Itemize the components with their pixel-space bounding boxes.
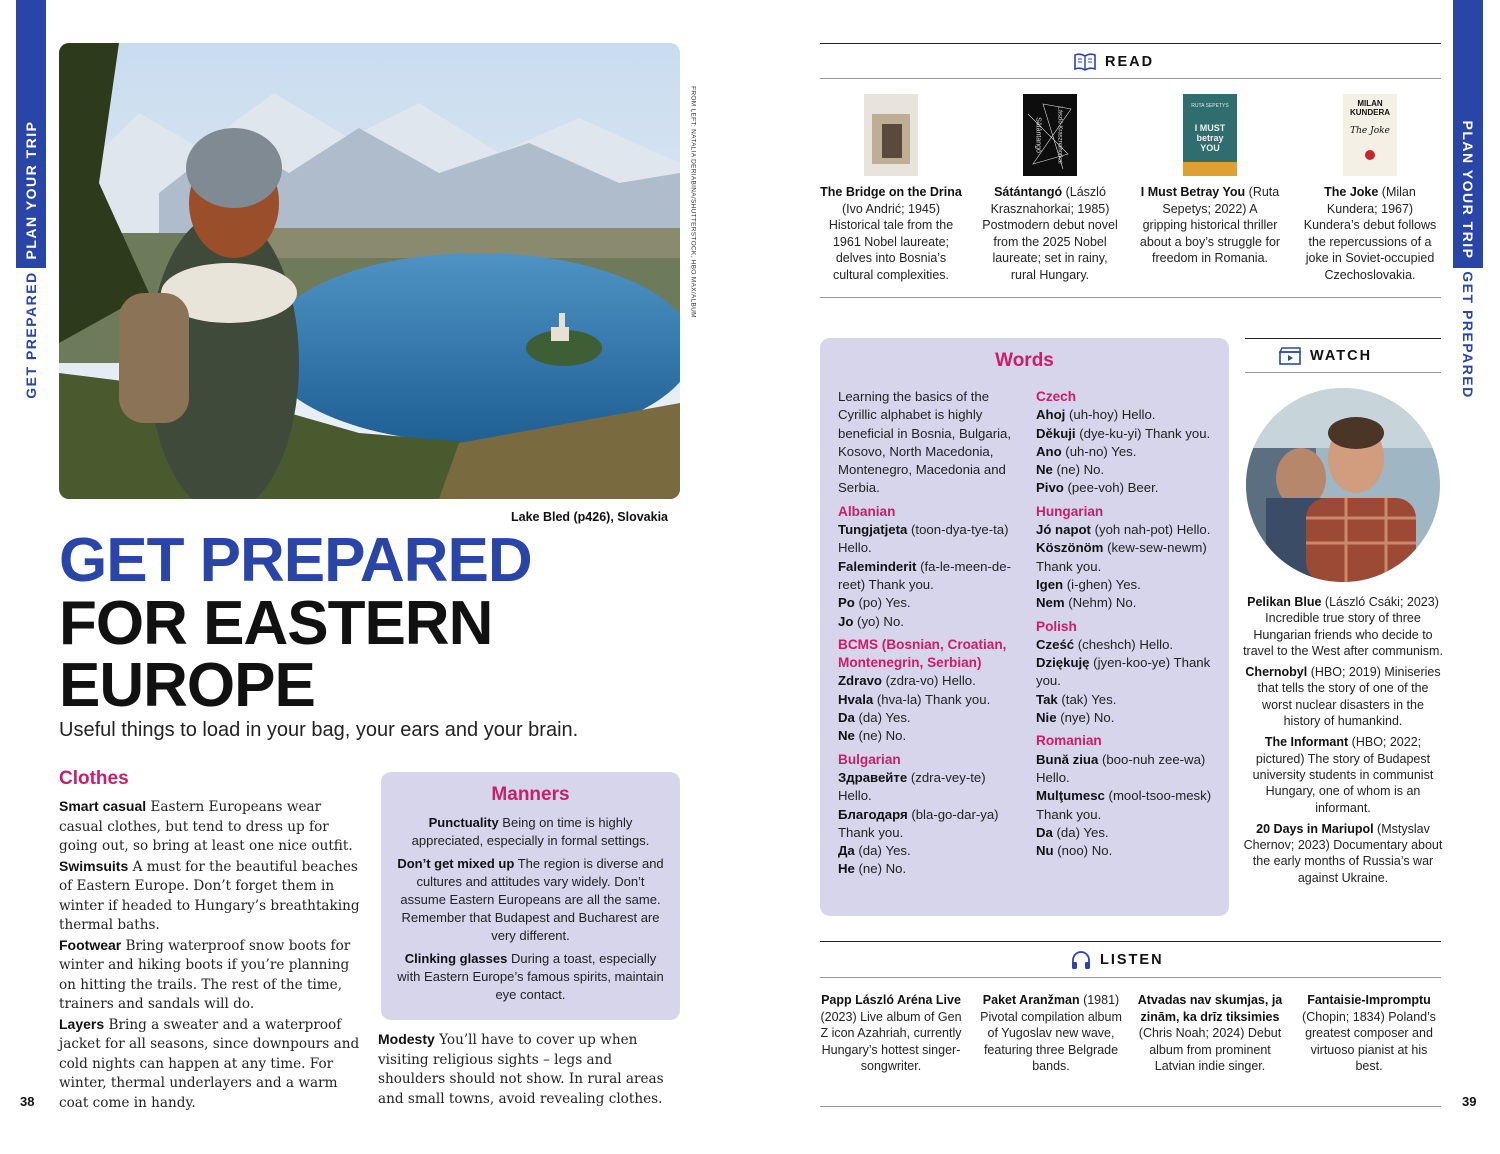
phrase-term: Mulţumesc <box>1036 788 1105 804</box>
watch-title: Pelikan Blue <box>1247 595 1322 609</box>
watch-info: (HBO; 2022; pictured) The story of Budapest university students in communist Hungary, one of whom is an informant. <box>1252 735 1434 815</box>
book-title: The Joke <box>1324 185 1379 199</box>
clothes-text: Eastern Europeans wear casual clothes, but tend to dress up for going out, so bring at least one nice outfit. <box>59 799 353 854</box>
album-item <box>978 992 1124 1075</box>
left-side-tab <box>16 0 46 400</box>
manners-box <box>381 772 680 1020</box>
phrase-pron: (ne) No. <box>854 861 907 877</box>
phrase-term: Ne <box>838 728 855 744</box>
phrase-line <box>1036 539 1218 576</box>
book-cover-bridge <box>864 94 918 176</box>
book-info: (László Krasznahorkai; 1985) Postmodern debut novel from the 2025 Nobel laureate; set in rainy, rural Hungary. <box>982 185 1118 282</box>
book-info: (Ruta Sepetys; 2022) A gripping historical thriller about a boy’s struggle for freedom in Romania. <box>1139 185 1281 265</box>
phrase-line <box>1036 576 1218 594</box>
phrase-term: Bună ziua <box>1036 751 1099 767</box>
clothes-heading: Clothes <box>59 768 129 789</box>
book-title: The Bridge on the Drina <box>820 185 962 199</box>
clothes-term: Footwear <box>59 936 122 953</box>
phrase-pron: (kew-sew-newm) Thank you. <box>1036 540 1207 574</box>
language-heading: BCMS (Bosnian, Croatian, Montenegrin, Serbian) <box>838 636 1007 671</box>
watch-info: (Mstyslav Chernov; 2023) Documentary about the early months of Russia’s war against Ukraine. <box>1243 821 1443 885</box>
language-heading: Polish <box>1036 618 1077 634</box>
phrase-pron: (da) Yes. <box>854 843 911 859</box>
photo-credit-text: FROM LEFT: NATALIA DERIABINA/SHUTTERSTOCK, HBO MAX/ALBUM <box>689 86 697 318</box>
phrase-line <box>838 842 1018 860</box>
phrase-line <box>1036 691 1218 709</box>
cover-author-text: MILAN KUNDERA <box>1350 99 1390 117</box>
phrase-pron: (ne) No. <box>854 728 907 744</box>
manners-term: Punctuality <box>428 815 499 830</box>
phrase-term: Здравейте <box>838 769 908 785</box>
phrase-term: Tungjatjeta <box>838 522 908 538</box>
clothes-section <box>59 797 365 1113</box>
album-item <box>1296 992 1442 1075</box>
cover-title-text: Sátántangó <box>1034 117 1042 153</box>
phrase-line <box>1036 461 1218 479</box>
book-cover-betray <box>1183 94 1237 176</box>
words-column-right <box>1036 388 1218 860</box>
phrase-term: Nu <box>1036 843 1054 859</box>
album-title: Papp László Aréna Live <box>821 993 961 1007</box>
language-heading: Czech <box>1036 389 1077 404</box>
phrase-term: Cześć <box>1036 636 1075 652</box>
phrase-pron: (noo) No. <box>1053 843 1113 859</box>
watch-info: (László Csáki; 2023) Incredible true story of three Hungarian friends who decide to travel to the West after communism. <box>1243 595 1443 658</box>
clothes-text: A must for the beautiful beaches of Eastern Europe. Don’t forget them in winter if headed to Hungary’s breathtaking thermal baths. <box>59 858 360 933</box>
clothes-item <box>59 857 365 936</box>
side-tab-get-label: GET PREPARED <box>1460 271 1476 399</box>
manners-text: Being on time is highly appreciated, especially in formal settings. <box>411 815 650 848</box>
phrase-pron: (Nehm) No. <box>1064 595 1137 611</box>
watch-item <box>1243 734 1443 815</box>
page-number-right: 39 <box>1462 1094 1477 1109</box>
page-subtitle: Useful things to load in your bag, your ears and your brain. <box>59 719 579 741</box>
clothes-item <box>59 936 365 1015</box>
phrase-term: Zdravo <box>838 673 882 689</box>
album-info: (Chris Noah; 2024) Debut album from prominent Latvian indie singer. <box>1138 1026 1282 1073</box>
divider <box>1245 338 1441 339</box>
phrase-pron: (yoh nah-pot) Hello. <box>1090 522 1211 538</box>
clothes-text: Bring waterproof snow boots for winter and hiking boots if you’re planning on hitting the trails. The rest of the time, trainers and sandals will do. <box>59 937 351 1012</box>
phrase-pron: (yo) No. <box>853 613 904 629</box>
phrase-term: Pivo <box>1036 480 1064 496</box>
book-info: (Milan Kundera; 1967) Kundera’s debut follows the repercussions of a joke in Soviet-occupied Czechoslovakia. <box>1303 185 1437 282</box>
phrase-pron: (i-ghen) Yes. <box>1063 576 1141 592</box>
phrase-pron: (zdra-vey-te) Hello. <box>838 769 986 804</box>
words-column-left <box>838 388 1018 879</box>
clothes-term: Swimsuits <box>59 857 129 874</box>
cover-author-text: RUTA SEPETYS <box>1191 103 1229 109</box>
phrase-pron: (boo-nuh zee-wa) Hello. <box>1036 751 1206 785</box>
clothes-text: Bring a sweater and a waterproof jacket for all seasons, since downpours and cold nights can happen at any time. For winter, thermal underlayers and a warm coat come in handy. <box>59 1016 360 1111</box>
phrase-term: Da <box>838 710 855 726</box>
phrase-term: Nie <box>1036 710 1057 726</box>
manners-item <box>395 855 666 945</box>
divider <box>820 78 1441 79</box>
phrase-pron: (po) Yes. <box>854 595 911 611</box>
phrase-line <box>838 613 1018 631</box>
phrase-line <box>838 727 1018 745</box>
phrase-line <box>838 594 1018 612</box>
phrase-pron: (cheshch) Hello. <box>1074 636 1174 652</box>
phrase-line <box>1036 594 1218 612</box>
language-heading: Albanian <box>838 503 896 519</box>
phrase-line <box>838 860 1018 878</box>
phrase-line <box>1036 479 1218 497</box>
language-heading: Romanian <box>1036 733 1102 749</box>
phrase-pron: (pee-voh) Beer. <box>1063 480 1159 496</box>
phrase-term: Köszönöm <box>1036 540 1104 556</box>
words-intro: Learning the basics of the Cyrillic alphabet is highly beneficial in Bosnia, Bulgaria, Kosovo, North Macedonia, Montenegro, Macedonia and Serbia. <box>838 389 1012 496</box>
book-title: I Must Betray You <box>1140 185 1246 199</box>
album-title: Fantaisie-Impromptu <box>1307 993 1431 1007</box>
watch-item <box>1243 664 1443 729</box>
divider <box>820 297 1441 298</box>
read-heading: READ <box>1105 54 1155 70</box>
phrase-term: Da <box>1036 824 1053 840</box>
phrase-pron: (fa-le-meen-de-reet) Thank you. <box>838 558 1011 592</box>
phrase-pron: (da) Yes. <box>1052 824 1109 840</box>
phrase-pron: (uh-no) Yes. <box>1061 443 1137 459</box>
words-box <box>820 338 1229 916</box>
phrase-pron: (zdra-vo) Hello. <box>881 673 976 689</box>
photo-caption: Lake Bled (p426), Slovakia <box>510 510 668 524</box>
book-item <box>1139 94 1281 267</box>
phrase-line <box>838 691 1018 709</box>
manners-heading: Manners <box>491 784 570 805</box>
phrase-term: Po <box>838 595 855 611</box>
divider <box>820 977 1441 978</box>
modesty-paragraph <box>378 1030 680 1109</box>
manners-term: Don’t get mixed up <box>397 856 515 871</box>
phrase-line <box>838 806 1018 843</box>
right-side-tab <box>1453 0 1483 400</box>
phrase-term: Dziękuję <box>1036 655 1090 671</box>
phrase-term: Ne <box>1036 462 1053 478</box>
album-title: Atvadas nav skumjas, ja zinām, ka drīz tiksimies <box>1137 993 1283 1024</box>
phrase-pron: (toon-dya-tye-ta) Hello. <box>838 522 1009 556</box>
watch-title: Chernobyl <box>1245 665 1308 680</box>
book-item <box>820 94 962 283</box>
page-title-line2: FOR EASTERN <box>59 589 493 658</box>
book-item <box>979 94 1121 283</box>
phrase-term: Ahoj <box>1036 407 1066 423</box>
book-cover-satantango <box>1023 94 1077 176</box>
watch-title: 20 Days in Mariupol <box>1256 821 1374 836</box>
modesty-text: You’ll have to cover up when visiting religious sights – legs and shoulders should not show. In rural areas and small towns, avoid revealing clothes. <box>378 1032 664 1107</box>
phrase-line <box>1036 824 1218 842</box>
phrase-line <box>1036 751 1218 788</box>
phrase-term: Hvala <box>838 691 874 707</box>
book-cover-joke <box>1343 94 1397 176</box>
photo-credit <box>688 72 698 342</box>
listen-header <box>1070 950 1164 970</box>
divider <box>820 1106 1441 1107</box>
phrase-term: Děkuji <box>1036 425 1076 441</box>
phrase-line <box>1036 654 1218 691</box>
phrase-term: Ano <box>1036 443 1062 459</box>
phrase-pron: (uh-hoy) Hello. <box>1065 407 1156 423</box>
side-tab-plan-label: PLAN YOUR TRIP <box>23 120 39 260</box>
watch-item <box>1243 821 1443 886</box>
phrase-line <box>838 521 1018 558</box>
page-number-left: 38 <box>20 1094 35 1109</box>
watch-item <box>1243 594 1443 659</box>
manners-text: The region is diverse and cultures and attitudes vary widely. Don’t assume Eastern Europeans are all the same. Remember that Budapest and Bucharest are very different. <box>400 856 664 943</box>
film-icon <box>1278 346 1302 366</box>
listen-heading: LISTEN <box>1100 952 1164 968</box>
phrase-pron: (dye-ku-yi) Thank you. <box>1075 425 1211 441</box>
clothes-item <box>59 797 365 857</box>
phrase-line <box>838 672 1018 690</box>
side-tab-plan-label: PLAN YOUR TRIP <box>1460 120 1476 260</box>
phrase-line <box>1036 709 1218 727</box>
cover-title-text: The Joke <box>1350 126 1390 136</box>
phrase-term: Не <box>838 861 855 877</box>
album-info: (1981) Pivotal compilation album of Yugoslav new wave, featuring three Belgrade bands. <box>980 993 1122 1073</box>
clothes-term: Smart casual <box>59 798 147 814</box>
phrase-line <box>1036 406 1218 424</box>
phrase-pron: (bla-go-dar-ya) Thank you. <box>838 806 999 840</box>
cover-title-text: I MUST betray YOU <box>1194 122 1226 153</box>
book-icon <box>1073 52 1097 72</box>
divider <box>820 43 1441 44</box>
clothes-term: Layers <box>59 1015 105 1032</box>
album-item <box>1137 992 1283 1075</box>
phrase-term: Да <box>838 843 855 859</box>
manners-text: During a toast, especially with Eastern Europe’s famous spirits, maintain eye contact. <box>397 951 664 1002</box>
divider <box>1245 372 1441 373</box>
phrase-pron: (hva-la) Thank you. <box>873 691 991 707</box>
phrase-pron: (ne) No. <box>1052 462 1105 478</box>
phrase-line <box>1036 443 1218 461</box>
book-info: (Ivo Andrić; 1945) Historical tale from the 1961 Nobel laureate; delves into Bosnia’s cultural complexities. <box>828 201 954 282</box>
watch-header <box>1278 346 1372 366</box>
phrase-term: Tak <box>1036 691 1058 707</box>
phrase-pron: (tak) Yes. <box>1057 691 1117 707</box>
words-heading: Words <box>995 350 1054 371</box>
phrase-line <box>838 709 1018 727</box>
manners-term: Clinking glasses <box>404 951 508 966</box>
phrase-line <box>1036 521 1218 539</box>
page-title-line3: EUROPE <box>59 651 315 720</box>
book-item <box>1299 94 1441 283</box>
watch-info: (HBO; 2019) Miniseries that tells the story of one of the worst nuclear disasters in the history of humankind. <box>1257 665 1441 729</box>
phrase-line <box>838 769 1018 806</box>
watch-heading: WATCH <box>1310 348 1373 364</box>
phrase-line <box>838 558 1018 595</box>
phrase-pron: (da) Yes. <box>854 710 911 726</box>
phrase-term: Jó napot <box>1036 522 1091 538</box>
album-item <box>818 992 964 1075</box>
phrase-term: Igen <box>1036 576 1064 592</box>
lake-bled-photo <box>59 43 680 499</box>
phrase-term: Благодаря <box>838 806 908 822</box>
phrase-pron: (jyen-koo-ye) Thank you. <box>1036 655 1211 689</box>
phrase-line <box>1036 425 1218 443</box>
phrase-line <box>1036 636 1218 654</box>
cover-author-text: László Krasznahorkai <box>1056 106 1063 164</box>
clothes-item <box>59 1015 365 1114</box>
book-title: Sátántangó <box>994 185 1063 199</box>
phrase-line <box>1036 787 1218 824</box>
phrase-term: Faleminderit <box>838 558 917 574</box>
page-title-line1: GET PREPARED <box>59 526 532 595</box>
watch-list <box>1243 594 1443 891</box>
manners-item <box>395 814 666 850</box>
language-heading: Bulgarian <box>838 751 901 767</box>
language-heading: Hungarian <box>1036 503 1104 519</box>
album-title: Paket Aranžman <box>982 993 1080 1007</box>
the-informant-still <box>1246 388 1440 582</box>
modesty-term: Modesty <box>378 1031 435 1047</box>
phrase-term: Nem <box>1036 595 1065 611</box>
phrase-pron: (mool-tsoo-mesk) Thank you. <box>1036 788 1212 822</box>
manners-item <box>395 950 666 1004</box>
divider <box>820 941 1441 942</box>
read-header <box>1073 52 1154 72</box>
headphones-icon <box>1070 950 1092 970</box>
album-info: (2023) Live album of Gen Z icon Azahriah, currently Hungary’s hottest singer-songwriter. <box>820 1009 962 1073</box>
phrase-line <box>1036 842 1218 860</box>
album-info: (Chopin; 1834) Poland’s greatest composer and virtuoso pianist at his best. <box>1302 1009 1436 1073</box>
watch-title: The Informant <box>1264 735 1349 750</box>
phrase-term: Jo <box>838 613 854 629</box>
phrase-pron: (nye) No. <box>1056 710 1115 726</box>
side-tab-get-label: GET PREPARED <box>23 271 39 399</box>
